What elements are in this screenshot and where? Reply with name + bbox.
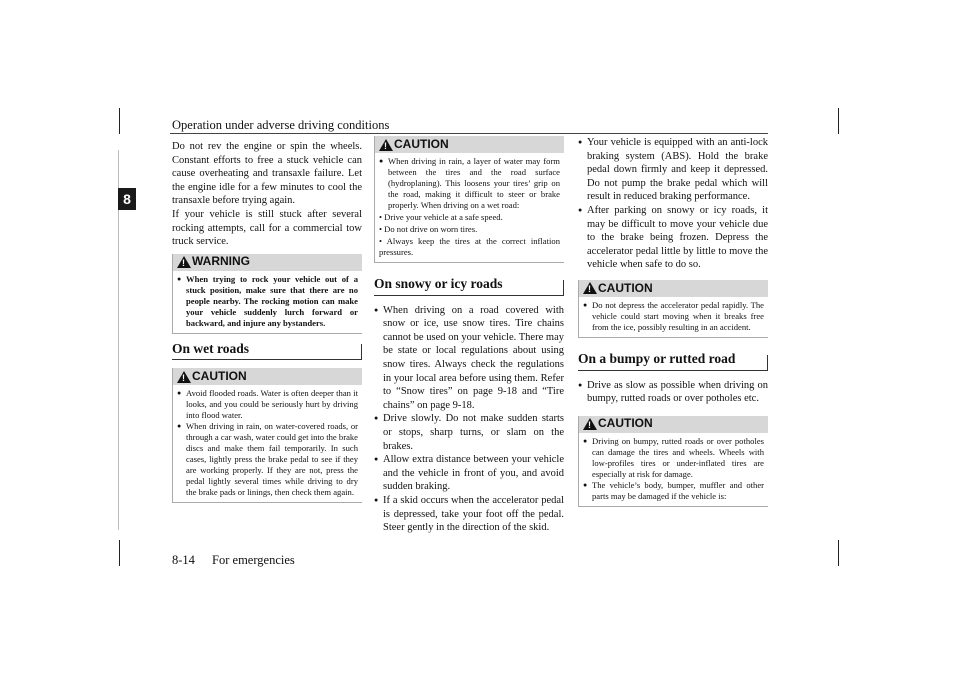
section-heading: On wet roads (172, 342, 362, 361)
caution-item: ● When driving in rain, on water-covered roads, or through a car wash, water could get into the brake discs and make them fail temporarily. In such cases, lightly press the brake pedal to see if they are working properly. If they are not, press the pedal lightly several times while driving to dry the brake pads or linings, then check them again. (177, 421, 358, 498)
warning-box (172, 254, 362, 334)
warning-header (173, 254, 362, 271)
crop-mark (838, 108, 839, 134)
caution-subitem: • Always keep the tires at the correct inflation pressures. (379, 236, 560, 257)
caution-label: CAUTION (192, 369, 247, 384)
section-heading: On a bumpy or rutted road (578, 352, 768, 371)
page-footer (172, 553, 309, 568)
caution-header (579, 416, 768, 433)
caution-box (172, 368, 362, 503)
caution-subitem: • Drive your vehicle at a safe speed. (379, 212, 503, 222)
page-number: 8-14 (172, 553, 195, 567)
paragraph: If your vehicle is still stuck after several rocking attempts, call for a commercial tow truck service. (172, 208, 362, 248)
caution-triangle-icon (583, 418, 597, 430)
column-2 (374, 136, 564, 535)
bullet-item: ● Your vehicle is equipped with an anti-lock braking system (ABS). Hold the brake pedal down firmly and keep it depressed. Do not pump the brake pedal which will result in reduced braking performance. (578, 136, 768, 204)
caution-item: ● Do not depress the accelerator pedal rapidly. The vehicle could start moving when it breaks free from the ice, possibly resulting in an accident. (583, 300, 764, 333)
caution-item: ● The vehicle’s body, bumper, muffler and other parts may be damaged if the vehicle is: (583, 480, 764, 502)
caution-header (375, 136, 564, 153)
caution-item: ● Driving on bumpy, rutted roads or over potholes can damage the tires and wheels. Wheels with low-profiles tires or under-inflated tires are especially at risk for damage. (583, 436, 764, 480)
chapter-tab: 8 (118, 188, 136, 210)
column-1 (172, 140, 362, 503)
crop-mark (119, 108, 120, 134)
caution-box (578, 280, 768, 338)
paragraph: Do not rev the engine or spin the wheels. Constant efforts to free a stuck vehicle can cause overheating and transaxle failure. Let the engine idle for a few minutes to cool the transaxle before trying again. (172, 141, 362, 207)
crop-mark (119, 540, 120, 566)
section-heading: On snowy or icy roads (374, 277, 564, 296)
warning-item: ● When trying to rock your vehicle out of a stuck position, make sure that there are no people nearby. The rocking motion can make your vehicle suddenly lurch forward or backward, and injure any bystanders. (177, 274, 358, 329)
caution-subitem: • Do not drive on worn tires. (379, 224, 478, 234)
bullet-item: ● Allow extra distance between your vehicle and the vehicle in front of you, and avoid sudden braking. (374, 453, 564, 494)
caution-triangle-icon (583, 282, 597, 294)
warning-label: WARNING (192, 254, 250, 269)
bullet-item: ● Drive as slow as possible when driving on bumpy, rutted roads or over potholes etc. (578, 379, 768, 406)
column-3 (578, 136, 768, 507)
caution-item: ● When driving in rain, a layer of water may form between the tires and the road surface (hydroplaning). This loosens your tires’ grip on the road, making it difficult to steer or brake properly. When driving on a wet road: (379, 156, 560, 211)
caution-triangle-icon (379, 139, 393, 151)
bullet-item: ● When driving on a road covered with snow or ice, use snow tires. Tire chains cannot be used on your vehicle. There may be state or local regulations about using snow tires. Always check the regulations in your local area before using them. Refer to “Snow tires” on page 9-18 and “Tire chains” on page 9-18. (374, 304, 564, 413)
crop-mark (838, 540, 839, 566)
caution-item: ● Avoid flooded roads. Water is often deeper than it looks, and you could be seriously hurt by driving into flood water. (177, 388, 358, 421)
caution-header (579, 280, 768, 297)
caution-label: CAUTION (598, 416, 653, 431)
warning-triangle-icon (177, 256, 191, 268)
bullet-item: ● After parking on snowy or icy roads, it may be difficult to move your vehicle due to the brake being frozen. Depress the accelerator pedal little by little to move the vehicle when safe to do so. (578, 204, 768, 272)
caution-box (578, 416, 768, 507)
bullet-item: ● Drive slowly. Do not make sudden starts or stops, sharp turns, or slam on the brakes. (374, 412, 564, 453)
caution-label: CAUTION (598, 280, 653, 295)
footer-section: For emergencies (212, 553, 295, 567)
header-rule (170, 133, 768, 134)
bullet-item: ● If a skid occurs when the accelerator pedal is depressed, take your foot off the pedal. Steer gently in the direction of the skid. (374, 494, 564, 535)
caution-label: CAUTION (394, 136, 449, 151)
caution-box (374, 136, 564, 263)
caution-triangle-icon (177, 371, 191, 383)
caution-header (173, 368, 362, 385)
page-header: Operation under adverse driving conditions (172, 118, 390, 132)
